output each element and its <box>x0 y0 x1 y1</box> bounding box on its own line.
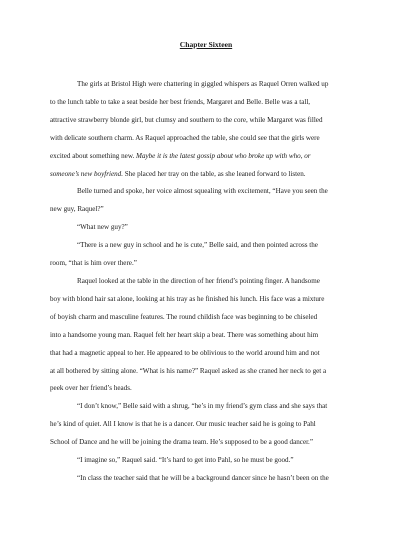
text-line <box>50 148 362 166</box>
text-line: that had a magnetic appeal to her. He appeared to be oblivious to the world around him and not <box>50 348 320 357</box>
paragraph-7 <box>50 452 362 470</box>
text-line: into a handsome young man. Raquel felt her heart skip a beat. There was something about him <box>50 330 319 339</box>
paragraph-8 <box>50 470 362 488</box>
paragraph-3 <box>50 219 362 237</box>
text-fragment: excited about something new. <box>50 151 137 160</box>
text-line: Raquel looked at the table in the direction of her friend’s pointing finger. A handsome <box>77 276 320 285</box>
chapter-title: Chapter Sixteen <box>179 40 233 49</box>
text-line: “I don’t know,” Belle said with a shrug, “he’s in my friend’s gym class and she says that <box>77 402 328 411</box>
paragraph-6 <box>50 398 362 452</box>
paragraph-2 <box>50 183 362 219</box>
text-line: School of Dance and he will be joining the drama team. He’s supposed to be a good dancer.” <box>50 438 313 447</box>
text-line: “I imagine so,” Raquel said. “It’s hard to get into Pahl, so he must be good.” <box>77 456 294 465</box>
text-line: of boyish charm and masculine features. The round childish face was beginning to be chiseled <box>50 312 318 321</box>
italic-thought: Maybe it is the latest gossip about who broke up with who, or <box>136 151 311 160</box>
text-line: to the lunch table to take a seat beside her best friends, Margaret and Belle. Belle was a tall, <box>50 97 311 106</box>
text-line: Belle turned and spoke, her voice almost squealing with excitement, “Have you seen the <box>77 187 328 196</box>
italic-thought-cont: someone’s new boyfriend. <box>50 169 123 178</box>
text-line: he’s kind of quiet. All I know is that he is a dancer. Our music teacher said he is going to Pahl <box>50 420 316 429</box>
text-line <box>50 166 362 184</box>
text-line: boy with blond hair sat alone, looking at his tray as he finished his lunch. His face was a mixture <box>50 294 325 303</box>
text-line: peek over her friend’s heads. <box>50 384 132 393</box>
text-fragment: She placed her tray on the table, as she leaned forward to listen. <box>122 169 306 178</box>
text-line: with delicate southern charm. As Raquel approached the table, she could see that the girls were <box>50 133 320 142</box>
text-line: attractive strawberry blonde girl, but clumsy and southern to the core, while Margaret was filled <box>50 115 323 124</box>
text-line: “What new guy?” <box>77 223 128 232</box>
text-line: “In class the teacher said that he will be a background dancer since he hasn’t been on the <box>77 473 329 482</box>
paragraph-1 <box>50 76 362 183</box>
paragraph-4 <box>50 237 362 273</box>
text-line: “There is a new guy in school and he is cute,” Belle said, and then pointed across the <box>77 241 318 250</box>
text-line: at all bothered by sitting alone. “What is his name?” Raquel asked as she craned her neck to get a <box>50 366 327 375</box>
paragraph-5 <box>50 273 362 398</box>
text-line: room, “that is him over there.” <box>50 259 137 268</box>
text-line: The girls at Bristol High were chattering in giggled whispers as Raquel Orren walked up <box>77 80 329 88</box>
text-line: new guy, Raquel?” <box>50 205 104 214</box>
